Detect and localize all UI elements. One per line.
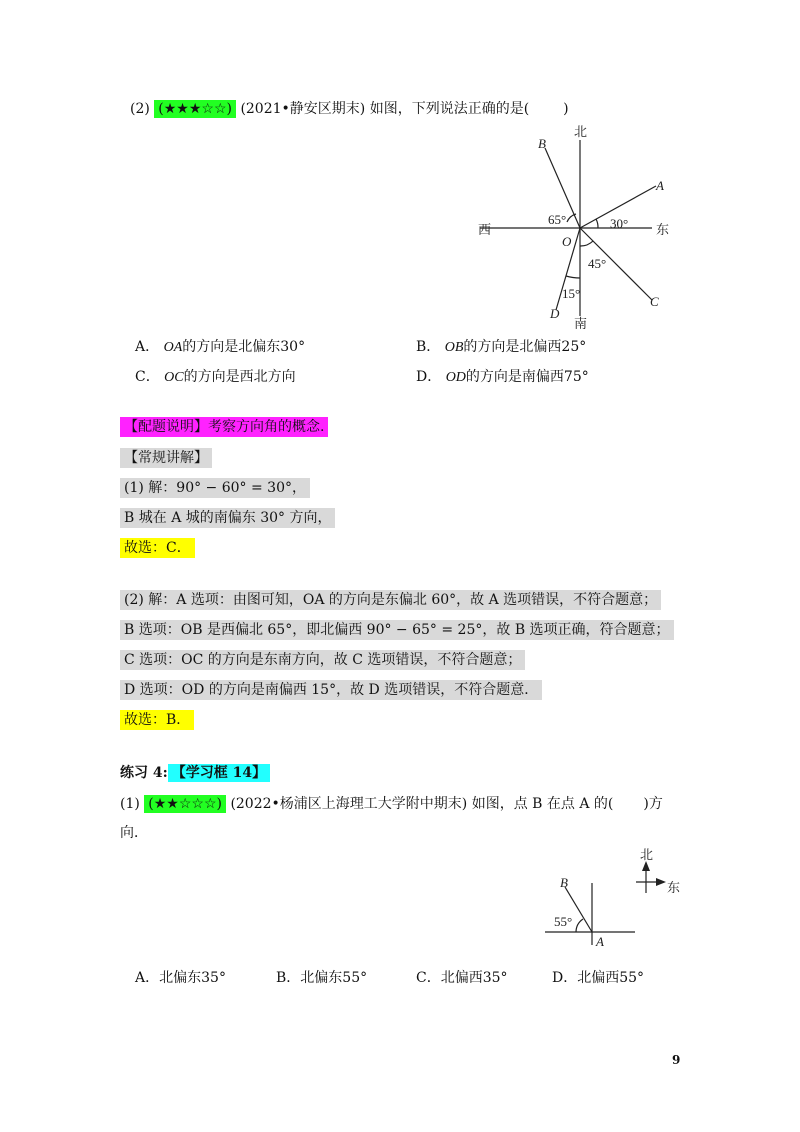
ex4-arc-55 — [576, 919, 583, 932]
ex4-label-east: 东 — [667, 880, 681, 895]
ex4-option-c[interactable] — [416, 968, 508, 988]
label-angle-30: 30° — [610, 216, 629, 231]
p2-line-4-text: D 选项：OD 的方向是南偏西 15°，故 D 选项错误，不符合题意． — [120, 680, 542, 700]
q2-option-a[interactable] — [135, 337, 305, 358]
option-text: 北偏东55° — [300, 970, 368, 986]
p1-answer-text: 故选：C． — [120, 538, 195, 558]
p1-line-2 — [120, 508, 335, 528]
arc-15 — [566, 276, 580, 278]
ex4-q1-stem-cont — [120, 823, 148, 843]
ex4-q1-difficulty-stars: (★★☆☆☆) — [144, 795, 226, 813]
label-d: D — [550, 306, 560, 321]
option-segment: OB — [444, 340, 464, 355]
option-letter: A． — [135, 970, 160, 986]
label-o: O — [562, 234, 572, 249]
p1-line-1-text: (1) 解：90° − 60° = 30°， — [120, 478, 310, 498]
exercise-4-label: 练习 4: — [120, 765, 168, 781]
p2-line-3-text: C 选项：OC 的方向是东南方向，故 C 选项错误，不符合题意； — [120, 650, 525, 670]
q2-option-c[interactable] — [135, 367, 296, 388]
label-angle-45: 45° — [588, 256, 607, 271]
p1-line-2-text: B 城在 A 城的南偏东 30° 方向， — [120, 508, 335, 528]
q2-compass-figure — [470, 120, 690, 335]
option-text: 的方向是西北方向 — [183, 369, 296, 385]
option-letter: D． — [416, 369, 442, 385]
option-text: 的方向是北偏西25° — [463, 339, 587, 355]
ex4-label-angle-55: 55° — [554, 914, 573, 929]
q2-source: (2021•静安区期末) — [240, 101, 366, 117]
p2-line-3 — [120, 650, 525, 670]
p2-line-4 — [120, 680, 542, 700]
p2-answer-text: 故选：B． — [120, 710, 194, 730]
ex4-q1-stem-cont-text: 向． — [120, 825, 148, 841]
arc-45 — [580, 241, 593, 246]
explanation-title-text: 【配题说明】考察方向角的概念. — [120, 417, 328, 437]
east-arrow-icon — [656, 878, 666, 886]
label-west: 西 — [478, 222, 492, 237]
label-a: A — [656, 178, 664, 193]
ex4-option-d[interactable] — [552, 968, 644, 988]
page-number: 9 — [672, 1053, 681, 1067]
ex4-q1-number: (1) — [120, 796, 140, 812]
option-segment: OD — [445, 370, 466, 385]
label-east: 东 — [656, 222, 670, 237]
exercise-4-box: 【学习框 14】 — [168, 764, 270, 782]
q2-header — [130, 99, 569, 119]
option-segment: OC — [164, 370, 184, 385]
ex4-label-north: 北 — [640, 847, 654, 862]
option-letter: B． — [416, 339, 441, 355]
q2-option-d[interactable] — [416, 367, 589, 388]
ex4-label-a: A — [596, 934, 604, 949]
ex4-option-a[interactable] — [135, 968, 226, 988]
option-text: 的方向是南偏西75° — [465, 369, 589, 385]
option-letter: D． — [552, 970, 578, 986]
p2-line-2-text: B 选项：OB 是西偏北 65°，即北偏西 90° − 65° = 25°，故 B 选项正确，符合题意； — [120, 620, 674, 640]
option-letter: A． — [135, 339, 160, 355]
arc-30 — [596, 219, 598, 228]
p1-line-1 — [120, 478, 310, 498]
ex4-figure — [540, 845, 690, 950]
option-segment: OA — [163, 340, 183, 355]
explanation-title — [120, 417, 328, 437]
label-north: 北 — [574, 124, 588, 139]
p2-line-1 — [120, 590, 661, 610]
label-angle-15: 15° — [562, 286, 581, 301]
option-letter: C． — [416, 970, 441, 986]
option-text: 的方向是北偏东30° — [182, 339, 306, 355]
label-b: B — [538, 136, 546, 151]
p2-line-2 — [120, 620, 674, 640]
label-c: C — [650, 294, 659, 309]
ex4-label-b: B — [560, 875, 568, 890]
label-south: 南 — [574, 316, 588, 331]
option-text: 北偏西35° — [440, 970, 508, 986]
p1-answer — [120, 538, 195, 558]
routine-heading-text: 【常规讲解】 — [120, 448, 212, 468]
routine-heading — [120, 448, 212, 468]
q2-stem: 如图，下列说法正确的是( — [369, 101, 530, 117]
q2-number: (2) — [130, 101, 150, 117]
north-arrow-icon — [642, 861, 650, 871]
q2-option-b[interactable] — [416, 337, 586, 358]
p2-line-1-text: (2) 解：A 选项：由图可知，OA 的方向是东偏北 60°，故 A 选项错误，不符合题意； — [120, 590, 661, 610]
option-letter: B． — [276, 970, 301, 986]
ex4-q1-stem: 如图，点 B 在点 A 的( — [471, 796, 614, 812]
ex4-q1-header — [120, 794, 663, 814]
option-text: 北偏东35° — [159, 970, 226, 986]
q2-stem-close: ) — [563, 101, 569, 117]
option-text: 北偏西55° — [577, 970, 645, 986]
ex4-option-b[interactable] — [276, 968, 367, 988]
p2-answer — [120, 710, 194, 730]
option-letter: C． — [135, 369, 160, 385]
q2-difficulty-stars: (★★★☆☆) — [154, 100, 236, 118]
label-angle-65: 65° — [548, 212, 567, 227]
ex4-q1-stem-tail: )方 — [643, 796, 663, 812]
exercise-4-heading — [120, 763, 270, 783]
ex4-q1-source: (2022•杨浦区上海理工大学附中期末) — [230, 796, 468, 812]
